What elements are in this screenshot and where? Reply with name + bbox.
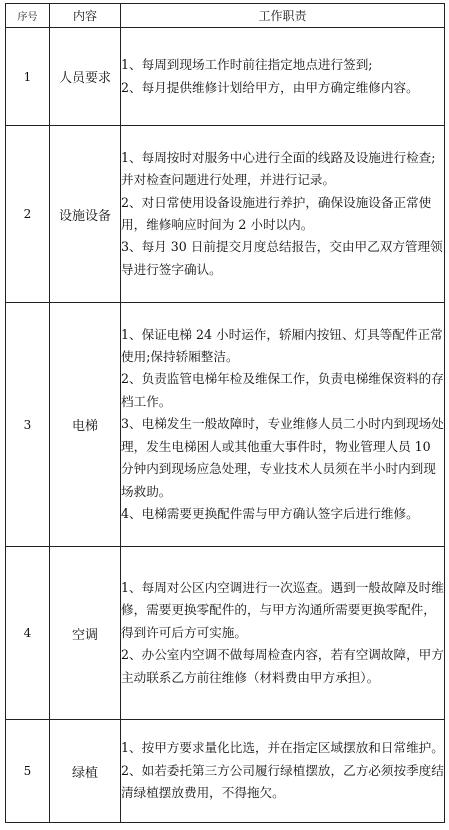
row-duties [121, 126, 445, 303]
table-header-row [6, 4, 445, 28]
duty-item: 2、负责监管电梯年检及维保工作，负责电梯维保资料的存档工作。 [121, 371, 444, 409]
duty-item: 2、对日常使用设备设施进行养护，确保设施设备正常使用，维修响应时间为 2 小时以内。 [121, 194, 432, 232]
table-row [6, 126, 445, 303]
row-content: 绿植 [50, 720, 121, 823]
row-content: 空调 [50, 547, 121, 720]
duty-item: 1、保证电梯 24 小时运作，轿厢内按钮、灯具等配件正常使用;保持轿厢整洁。 [121, 326, 443, 365]
row-duties [121, 720, 445, 823]
table-row [6, 303, 445, 547]
header-duties: 工作职责 [121, 4, 445, 28]
row-serial-number: 1 [6, 28, 50, 126]
header-content: 内容 [50, 4, 121, 28]
duty-item: 1、每周按时对服务中心进行全面的线路及设施进行检查;并对检查问题进行处理，并进行记录。 [121, 149, 436, 188]
row-serial-number: 3 [6, 303, 50, 547]
duty-item: 3、电梯发生一般故障时，专业维修人员二小时内到现场处理，发生电梯困人或其他重大事件时，物业管理人员 10 分钟内到现场应急处理，专业技术人员须在半小时内到现场救助。 [121, 416, 444, 499]
table-row [6, 720, 445, 823]
row-content: 设施设备 [50, 126, 121, 303]
row-serial-number: 2 [6, 126, 50, 303]
work-duty-table [5, 3, 445, 823]
duty-item: 4、电梯需要更换配件需与甲方确认签字后进行维修。 [121, 505, 419, 521]
table-row [6, 547, 445, 720]
row-serial-number: 4 [6, 547, 50, 720]
duty-item: 2、如若委托第三方公司履行绿植摆放，乙方必须按季度结清绿植摆放费用，不得拖欠。 [121, 762, 444, 801]
duty-item: 2、每月提供维修计划给甲方，由甲方确定维修内容。 [121, 79, 419, 95]
header-serial-number: 序号 [6, 4, 50, 28]
duty-item: 3、每月 30 日前提交月度总结报告，交由甲乙双方管理领导进行签字确认。 [121, 239, 443, 277]
table-row [6, 28, 445, 126]
row-serial-number: 5 [6, 720, 50, 823]
row-duties [121, 303, 445, 547]
duty-item: 1、每周到现场工作时前往指定地点进行签到; [121, 57, 373, 73]
duty-item: 2、办公室内空调不做每周检查内容，若有空调故障，甲方主动联系乙方前往维修（材料费由甲方承担）。 [121, 647, 444, 685]
duty-item: 1、每周对公区内空调进行一次巡查。遇到一般故障及时维修，需要更换零配件的，与甲方沟通所需要更换零配件，得到许可后方可实施。 [121, 579, 444, 640]
row-duties [121, 28, 445, 126]
duty-item: 1、按甲方要求量化比选，并在指定区域摆放和日常维护。 [121, 740, 444, 756]
row-content: 电梯 [50, 303, 121, 547]
row-content: 人员要求 [50, 28, 121, 126]
row-duties [121, 547, 445, 720]
